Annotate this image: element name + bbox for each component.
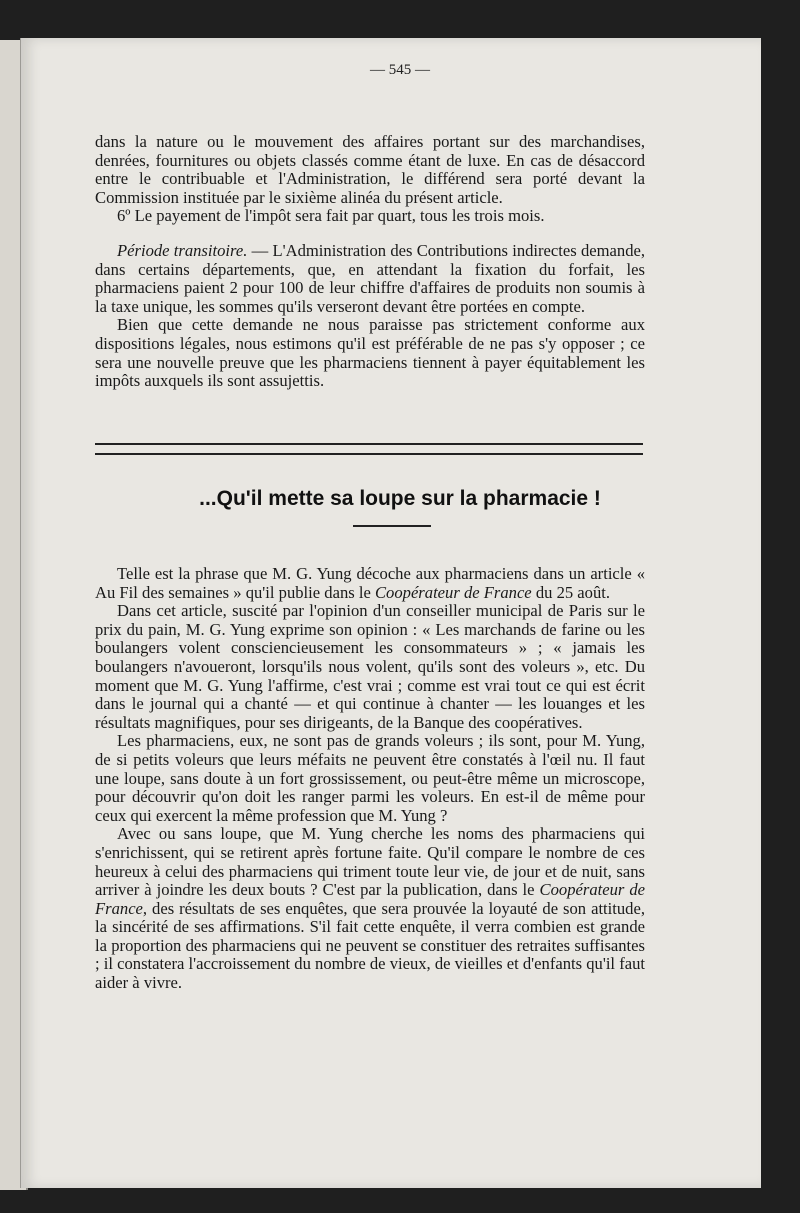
top-section xyxy=(95,133,645,391)
double-rule-top xyxy=(95,443,643,445)
title-underline xyxy=(353,525,431,527)
paragraph: dans la nature ou le mouvement des affaires portant sur des marchandises, denrées, fournitures ou objets classés comme étant de luxe. En cas de désaccord entre le contribuable et l'Administration, le différend sera porté devant la Commission instituée par le sixième alinéa du présent article. xyxy=(95,132,645,207)
publication-title: Coopérateur de France xyxy=(374,582,532,602)
page-number: — 545 — xyxy=(370,62,430,78)
paragraph: Dans cet article, suscité par l'opinion d'un conseiller municipal de Paris sur le prix du pain, M. G. Yung exprime son opinion : « Les marchands de farine ou les boulangers volent consciencieusement les consommateurs » ; « jamais les boulangers n'avoueront, lorsqu'ils nous volent, qu'ils sont des voleurs », etc. Du moment que M. G. Yung l'affirme, c'est vrai ; comme est vrai tout ce qui est écrit dans le journal qui a chanté — et qui continue à chanter — les louanges et les résultats magnifiques, pour ses dirigeants, de la Banque des coopératives. xyxy=(95,601,645,732)
double-rule-bottom xyxy=(95,453,643,455)
paragraph-text: Avec ou sans loupe, que M. Yung cherche les noms des pharmaciens qui s'enrichissent, qui se retirent après fortune faite. Qu'il compare le nombre de ces heureux à celui des pharmaciens qui triment toute leur vie, de jour et de nuit, sans arriver à joindre les deux bouts ? C'est par la publication, dans le xyxy=(95,824,645,900)
paragraph xyxy=(95,825,645,992)
paragraph-transitional-period xyxy=(95,242,645,316)
paragraph-text: Telle est la phrase que M. G. Yung décoche aux pharmaciens dans un article « Au Fil des semaines » qu'il publie dans le xyxy=(95,564,645,602)
paragraph xyxy=(95,565,645,602)
paragraph-text: — L'Administration des Contributions indirectes demande, dans certains départements, que, en attendant la fixation du forfait, les pharmaciens paient 2 pour 100 de leur chiffre d'affaires de produits non soumis à la taxe unique, les sommes qu'ils verseront devant être portées en compte. xyxy=(95,240,646,316)
paragraph-text: du 25 août. xyxy=(531,582,611,602)
section-label: Période transitoire. xyxy=(117,240,248,260)
paragraph: Bien que cette demande ne nous paraisse pas strictement conforme aux dispositions légales, nous estimons qu'il est préférable de ne pas s'y opposer ; ce sera une nouvelle preuve que les pharmaciens tiennent à payer équitablement les impôts auxquels ils sont assujettis. xyxy=(95,315,645,391)
article-body xyxy=(95,565,645,993)
paragraph: Les pharmaciens, eux, ne sont pas de grands voleurs ; ils sont, pour M. Yung, de si petits voleurs que leurs méfaits ne peuvent être constatés à l'œil nu. Il faut une loupe, sans doute à un fort grossissement, ou peut-être même un microscope, pour découvrir qu'on doit les ranger parmi les voleurs. En est-il de même pour ceux qui exercent la même profession que M. Yung ? xyxy=(95,731,645,825)
publication-title: Coopérateur de France xyxy=(95,880,646,918)
paragraph: 6º Le payement de l'impôt sera fait par quart, tous les trois mois. xyxy=(117,206,545,226)
article-title: ...Qu'il mette sa loupe sur la pharmacie ! xyxy=(199,487,601,510)
paragraph-text: , des résultats de ses enquêtes, que sera prouvée la loyauté de son attitude, la sincérité de ses affirmations. S'il fait cette enquête, il verra combien est grande la proportion des pharmaciens qui ne peuvent se constituer des retraites suffisantes ; il constatera l'accroissement du nombre de vieux, de vieilles et d'enfants qu'il faut aider à vivre. xyxy=(95,898,645,993)
